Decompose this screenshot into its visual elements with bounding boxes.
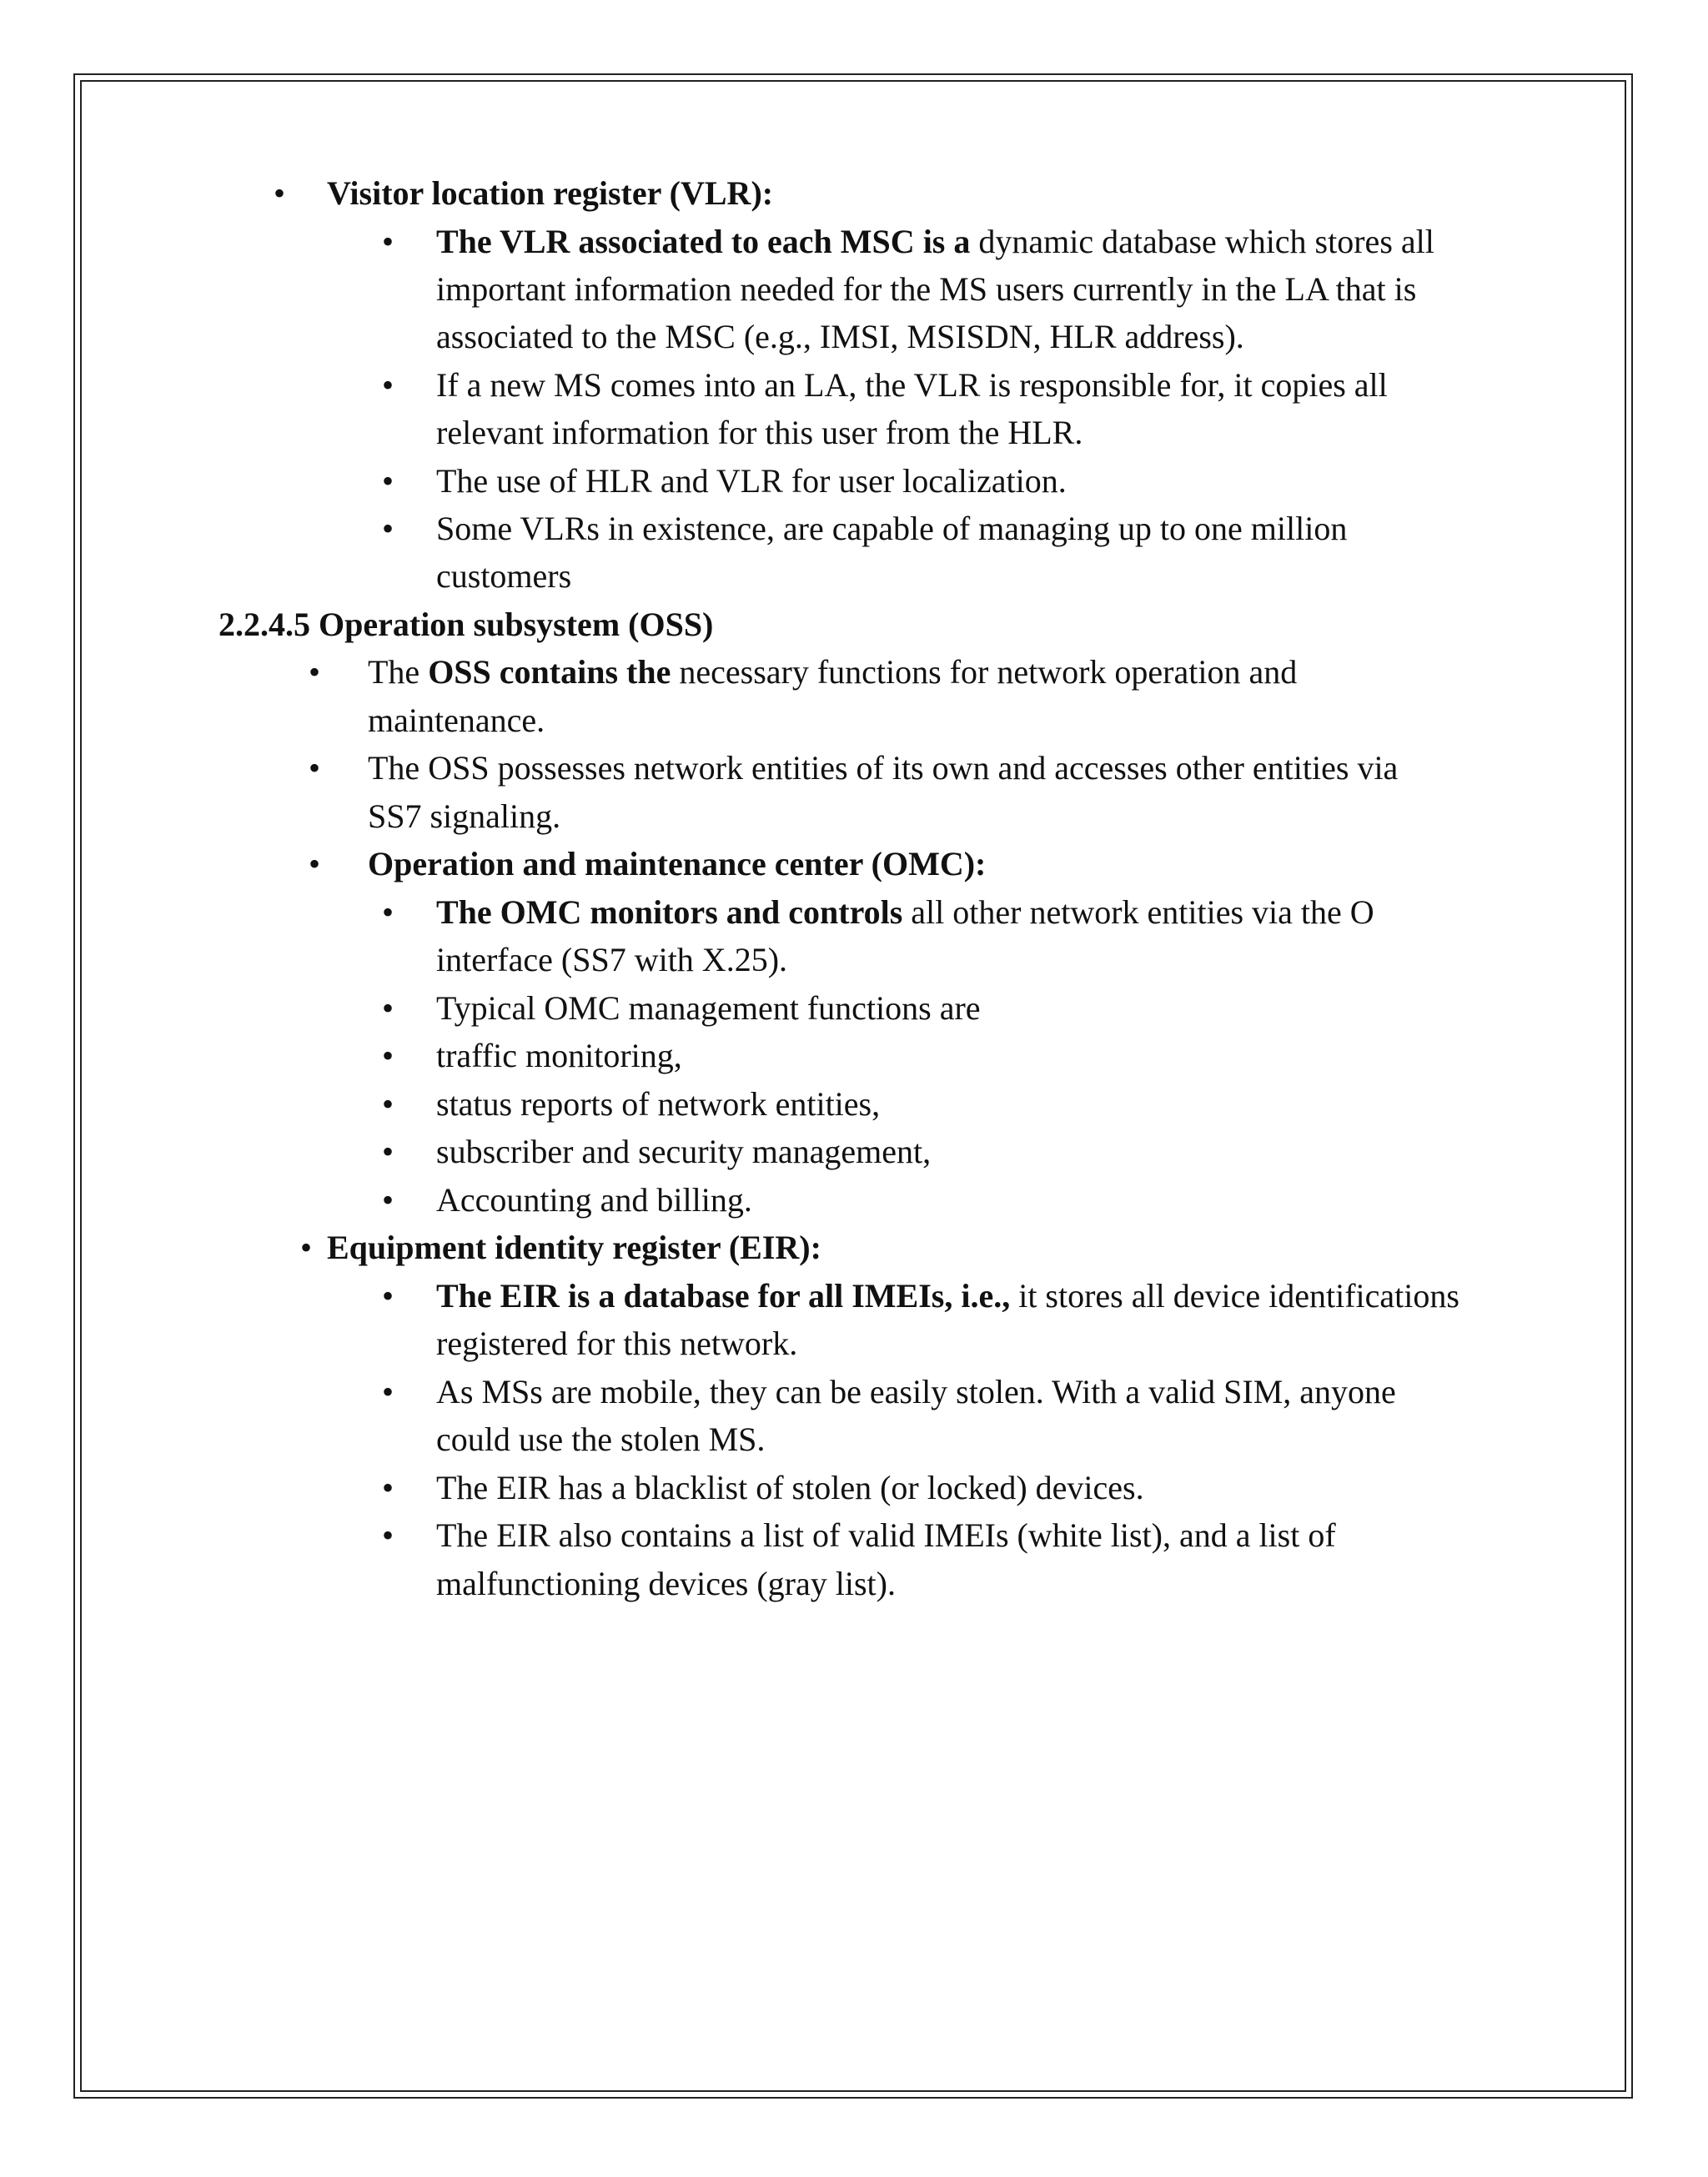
oss-item-2: The OSS possesses network entities of its own and accesses other entities via [368, 749, 1399, 787]
omc-item-4: status reports of network entities, [436, 1085, 881, 1123]
omc-item-2: Typical OMC management functions are [436, 989, 981, 1027]
omc-item-5: subscriber and security management, [436, 1133, 932, 1170]
bullet: • [382, 462, 394, 500]
eir-item-2: As MSs are mobile, they can be easily stolen. With a valid SIM, anyone [436, 1373, 1396, 1410]
bullet: • [309, 749, 321, 787]
bullet: • [382, 1037, 394, 1074]
bullet: • [382, 1133, 394, 1170]
oss-item-1-line2: maintenance. [368, 701, 545, 739]
vlr-item-3: The use of HLR and VLR for user localization. [436, 462, 1067, 500]
bullet: • [382, 223, 394, 260]
bullet: • [382, 1516, 394, 1554]
eir-item-1-line2: registered for this network. [436, 1325, 798, 1362]
bullet: • [382, 893, 394, 931]
eir-item-4: The EIR also contains a list of valid IMEIs (white list), and a list of [436, 1516, 1336, 1554]
omc-item-1: The OMC monitors and controls all other network entities via the O [436, 893, 1374, 931]
oss-item-1: The OSS contains the necessary functions for network operation and [368, 653, 1298, 691]
omc-item-6: Accounting and billing. [436, 1181, 752, 1219]
bullet: • [309, 653, 321, 691]
bullet: • [274, 174, 286, 212]
bullet: • [382, 1469, 394, 1506]
oss-item-2-line2: SS7 signaling. [368, 797, 561, 835]
oss-heading: 2.2.4.5 Operation subsystem (OSS) [219, 606, 714, 643]
bullet: • [382, 989, 394, 1027]
bullet: • [382, 1277, 394, 1315]
vlr-item-2: If a new MS comes into an LA, the VLR is responsible for, it copies all [436, 366, 1388, 404]
vlr-item-4-line2: customers [436, 557, 572, 595]
bullet: • [300, 1229, 313, 1266]
bullet: • [382, 510, 394, 547]
vlr-item-2-line2: relevant information for this user from the HLR. [436, 414, 1083, 451]
omc-heading: Operation and maintenance center (OMC): [368, 845, 987, 882]
bullet: • [309, 845, 321, 882]
vlr-item-1: The VLR associated to each MSC is a dynamic database which stores all [436, 223, 1434, 260]
bullet: • [382, 1373, 394, 1410]
eir-item-1: The EIR is a database for all IMEIs, i.e., it stores all device identifications [436, 1277, 1459, 1315]
eir-item-4-line2: malfunctioning devices (gray list). [436, 1565, 896, 1602]
omc-item-3: traffic monitoring, [436, 1037, 682, 1074]
bullet: • [382, 366, 394, 404]
omc-item-1-line2: interface (SS7 with X.25). [436, 941, 788, 978]
vlr-heading: Visitor location register (VLR): [327, 174, 774, 212]
vlr-item-1-line2: important information needed for the MS users currently in the LA that is [436, 270, 1417, 308]
eir-heading: Equipment identity register (EIR): [327, 1229, 821, 1266]
vlr-item-1-line3: associated to the MSC (e.g., IMSI, MSISDN, HLR address). [436, 318, 1244, 355]
bullet: • [382, 1085, 394, 1123]
vlr-item-4: Some VLRs in existence, are capable of managing up to one million [436, 510, 1348, 547]
bullet: • [382, 1181, 394, 1219]
eir-item-3: The EIR has a blacklist of stolen (or locked) devices. [436, 1469, 1144, 1506]
eir-item-2-line2: could use the stolen MS. [436, 1420, 766, 1458]
